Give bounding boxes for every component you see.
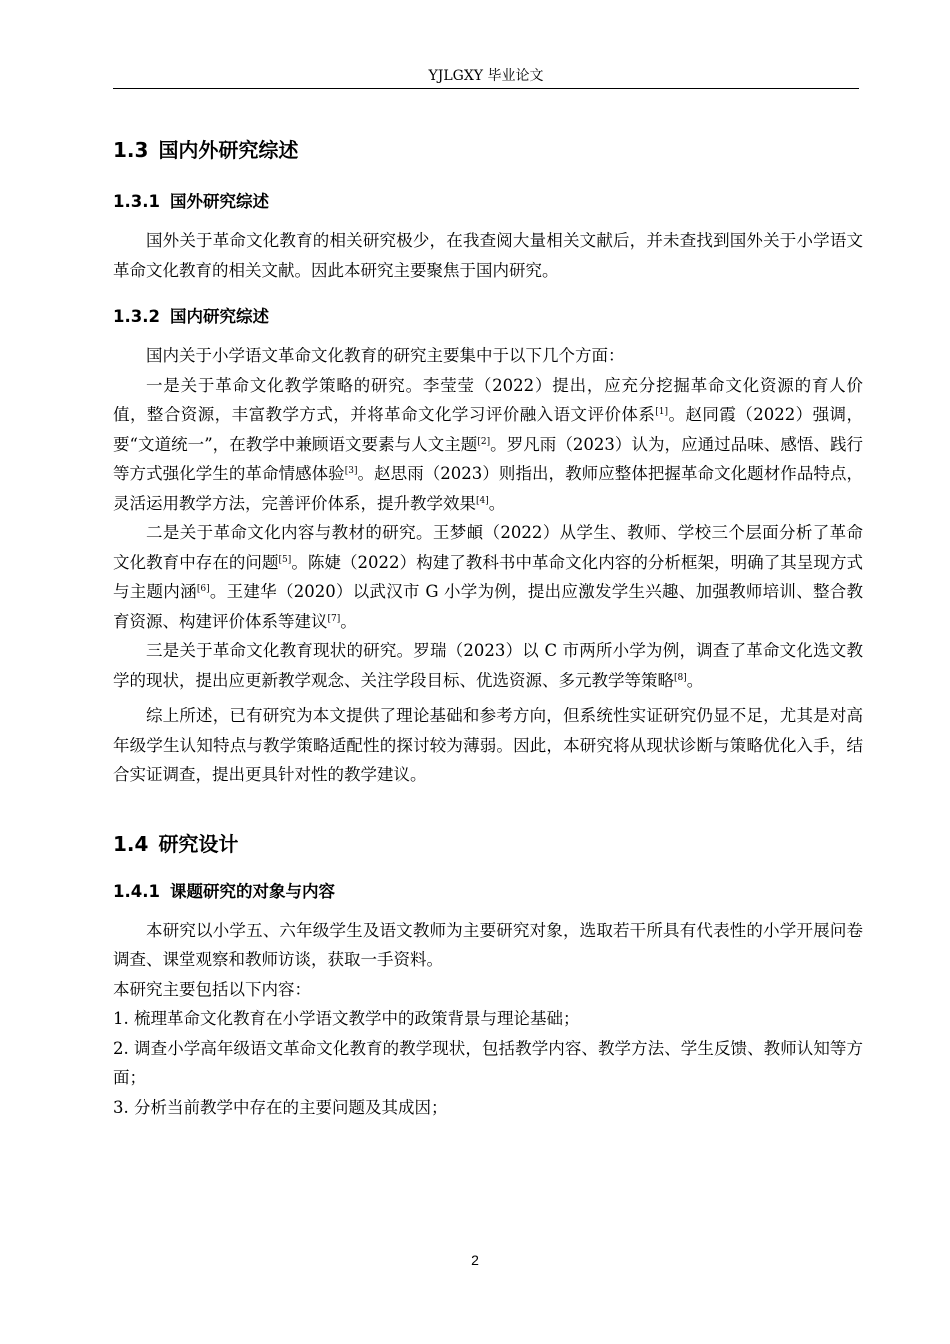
- subsection-heading-1-3-1: [113, 190, 863, 214]
- text-run: 。: [686, 670, 704, 690]
- subsection-heading-1-4-1: [113, 880, 863, 904]
- list-item: 3. 分析当前教学中存在的主要问题及其成因；: [113, 1097, 448, 1117]
- text-run: 三是关于革命文化教育现状的研究。罗瑞（2023）以 C 市两所小学为例，调查了革命文化选文教学的现状，提出应更新教学观念、关注学段目标、优选资源、多元教学等策略: [113, 641, 863, 690]
- subsection-heading-1-3-2: [113, 305, 863, 329]
- subsection-number: 1.3.1: [113, 192, 160, 211]
- citation-ref: [4]: [476, 495, 489, 506]
- subsection-title: 国外研究综述: [169, 192, 269, 211]
- text-run: 。: [340, 611, 357, 631]
- text-run: 。赵同霞（2022）强调，要“文道统一”，在教学中兼顾语文要素与人文主题: [113, 405, 864, 454]
- text-run: 一是关于革命文化教学策略的研究。李莹莹（2022）提出，应充分挖掘革命文化资源的育人价值，整合资源，丰富教学方式，并将革命文化学习评价融入语文评价体系: [113, 375, 863, 424]
- page-body: [113, 136, 863, 1122]
- citation-ref: [5]: [278, 554, 292, 565]
- text-run: 。罗凡雨（2023）认为，应通过品味、感悟、践行等方式强化学生的革命情感体验: [113, 434, 863, 483]
- list-item: 2. 调查小学高年级语文革命文化教育的教学现状，包括教学内容、教学方法、学生反馈、教师认知等方面；: [113, 1038, 863, 1087]
- text-run: 。: [488, 493, 506, 513]
- citation-ref: [6]: [196, 584, 210, 594]
- citation-ref: [2]: [477, 436, 491, 447]
- page-header: YJLGXY 毕业论文: [428, 68, 544, 84]
- section-heading-1-4: [113, 830, 863, 858]
- section-title: 国内外研究综述: [158, 138, 299, 162]
- section-heading-1-3: [113, 136, 863, 164]
- header-rule: [113, 88, 859, 89]
- section-number: 1.4: [113, 831, 149, 856]
- citation-ref: [1]: [655, 407, 669, 417]
- text-run: 。王建华（2020）以武汉市 G 小学为例，提出应激发学生兴趣、加强教师培训、整合教育资源、构建评价体系等建议: [113, 582, 864, 631]
- page-number: 2: [471, 1252, 479, 1268]
- citation-ref: [8]: [674, 672, 687, 683]
- text-run: 二是关于革命文化内容与教材的研究。王梦頔（2022）从学生、教师、学校三个层面分析了革命文化教育中存在的问题: [113, 523, 863, 572]
- text-run: 。赵思雨（2023）则指出，教师应整体把握革命文化题材作品特点，灵活运用教学方法，完善评价体系，提升教学效果: [113, 464, 863, 513]
- subsection-title: 国内研究综述: [169, 307, 269, 326]
- paragraph: 本研究以小学五、六年级学生及语文教师为主要研究对象，选取若干所具有代表性的小学开展问卷调查、课堂观察和教师访谈，获取一手资料。: [113, 920, 863, 969]
- subsection-number: 1.4.1: [113, 881, 160, 901]
- text-run: 。陈婕（2022）构建了教科书中革命文化内容的分析框架，明确了其呈现方式与主题内涵: [113, 552, 863, 601]
- list-item: 1. 梳理革命文化教育在小学语文教学中的政策背景与理论基础；: [113, 1009, 580, 1028]
- paragraph: 国外关于革命文化教育的相关研究极少，在我查阅大量相关文献后，并未查找到国外关于小学语文革命文化教育的相关文献。因此本研究主要聚焦于国内研究。: [113, 231, 863, 280]
- section-number: 1.3: [113, 138, 149, 162]
- paragraph: [113, 636, 863, 695]
- paragraph: 综上所述，已有研究为本文提供了理论基础和参考方向，但系统性实证研究仍显不足，尤其是对高年级学生认知特点与教学策略适配性的探讨较为薄弱。因此，本研究将从现状诊断与策略优化入手，结合实证调查，提出更具针对性的教学建议。: [113, 706, 863, 784]
- citation-ref: [7]: [327, 613, 341, 624]
- paragraph: 国内关于小学语文革命文化教育的研究主要集中于以下几个方面：: [146, 346, 625, 365]
- section-title: 研究设计: [158, 831, 239, 856]
- citation-ref: [3]: [344, 466, 358, 476]
- paragraph: [113, 518, 863, 636]
- paragraph: [113, 371, 863, 519]
- paragraph: 本研究主要包括以下内容：: [113, 979, 311, 999]
- subsection-title: 课题研究的对象与内容: [169, 881, 335, 901]
- subsection-number: 1.3.2: [113, 307, 160, 326]
